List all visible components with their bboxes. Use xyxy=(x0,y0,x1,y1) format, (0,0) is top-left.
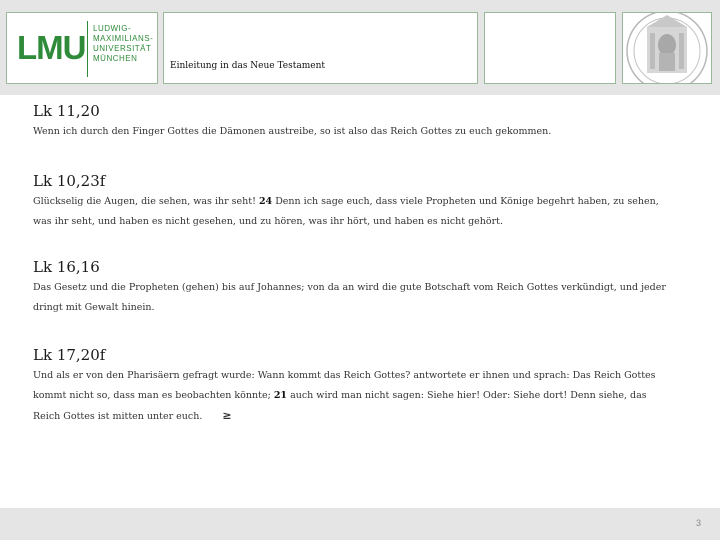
course-title: Einleitung in das Neue Testament xyxy=(170,61,325,71)
verse-text: Wenn ich durch den Finger Gottes die Dämonen austreibe, so ist also das Reich Gottes zu euch gekommen. xyxy=(33,126,552,137)
header-blank-box xyxy=(484,12,616,84)
lmu-logo-text: LMU xyxy=(17,29,86,66)
scripture-text xyxy=(33,122,673,142)
footer-bar xyxy=(0,508,720,540)
scripture-section xyxy=(33,344,673,427)
header-bar xyxy=(0,0,720,95)
scripture-section xyxy=(33,256,673,318)
scripture-section xyxy=(33,170,673,232)
verse-text: auch wird man nicht sagen: Siehe hier! Oder: Siehe dort! Denn siehe, das Reich Gottes ist mitten unter euch. xyxy=(33,390,647,422)
scripture-section xyxy=(33,100,673,142)
scripture-reference: Lk 10,23f xyxy=(33,172,106,190)
verse-text: Denn ich sage euch, dass viele Propheten und Könige begehrt haben, zu sehen, was ihr seht, und haben es nicht gesehen, und zu hören, was ihr hört, und haben es nicht gehört. xyxy=(33,196,659,227)
scripture-text xyxy=(33,366,673,427)
verse-number: 24 xyxy=(258,196,273,207)
verse-text: Das Gesetz und die Propheten (gehen) bis auf Johannes; von da an wird die gute Botschaft vom Reich Gottes verkündigt, und jeder dringt mit Gewalt hinein. xyxy=(33,282,666,313)
university-name xyxy=(93,24,153,64)
university-line: UNIVERSITÄT xyxy=(93,44,152,53)
scripture-reference: Lk 17,20f xyxy=(33,346,106,364)
university-line: MÜNCHEN xyxy=(93,54,138,63)
lmu-logo xyxy=(6,12,158,84)
scripture-text xyxy=(33,278,673,318)
logo-divider xyxy=(87,21,88,77)
next-arrow-icon[interactable]: ≥ xyxy=(222,409,232,422)
university-seal-icon xyxy=(622,12,712,84)
scripture-reference: Lk 16,16 xyxy=(33,258,100,276)
university-line: MAXIMILIANS- xyxy=(93,34,154,43)
university-line: LUDWIG- xyxy=(93,24,132,33)
scripture-reference: Lk 11,20 xyxy=(33,102,100,120)
page-number: 3 xyxy=(695,518,701,528)
verse-number: 21 xyxy=(273,390,288,401)
course-title-box xyxy=(163,12,478,84)
verse-text: Glückselig die Augen, die sehen, was ihr seht! xyxy=(33,196,259,207)
scripture-text xyxy=(33,192,673,232)
verse-text: Und als er von den Pharisäern gefragt wurde: Wann kommt das Reich Gottes? antwortete er ihnen und sprach: Das Reich Gottes kommt nicht so, dass man es beobachten könnte; xyxy=(33,370,656,401)
